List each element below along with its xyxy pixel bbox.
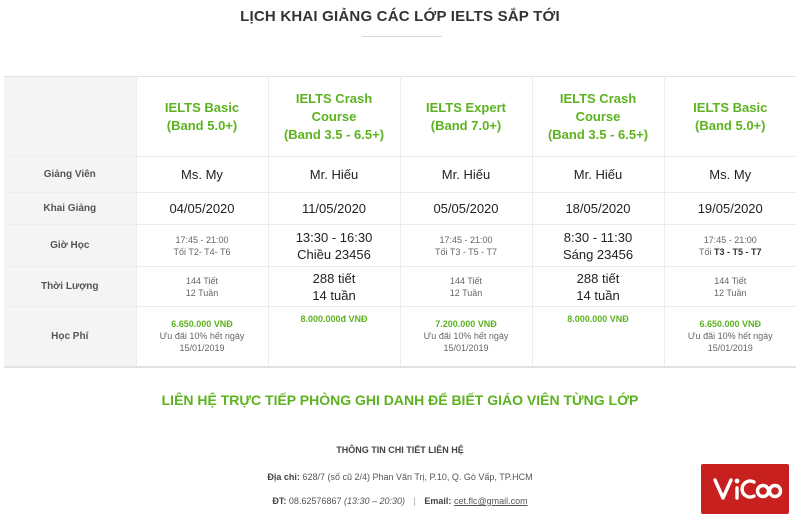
class-days xyxy=(669,246,793,258)
duration-periods: 144 Tiết xyxy=(185,275,219,286)
fee-discount-note: Ưu đãi 10% hết ngày xyxy=(687,331,773,342)
duration-weeks: 12 Tuần xyxy=(185,287,219,298)
class-days: Tối T3 - T5 - T7 xyxy=(434,246,498,257)
lecturer-cell xyxy=(664,157,796,193)
contact-info-title: THÔNG TIN CHI TIẾT LIÊN HỆ xyxy=(336,445,464,455)
start-date: 11/05/2020 xyxy=(301,201,367,216)
row-label-fee: Học Phí xyxy=(4,307,136,367)
duration-cell xyxy=(268,267,400,307)
course-header-cell xyxy=(136,77,268,157)
duration-cell xyxy=(400,267,532,307)
duration-periods: 288 tiết xyxy=(576,270,620,286)
class-time-row xyxy=(4,225,796,267)
lecturer-name: Mr. Hiếu xyxy=(309,167,359,182)
address-line xyxy=(0,472,800,482)
lecturer-cell xyxy=(532,157,664,193)
start-date-cell xyxy=(268,193,400,225)
start-date-cell xyxy=(664,193,796,225)
fee-discount-note: Ưu đãi 10% hết ngày xyxy=(423,331,509,342)
class-hours: 17:45 - 21:00 xyxy=(175,234,229,245)
office-hours: (13:30 – 20:30) xyxy=(343,496,406,506)
start-date: 05/05/2020 xyxy=(433,201,499,216)
fee-cell xyxy=(400,307,532,367)
start-date: 19/05/2020 xyxy=(697,201,763,216)
class-hours: 8:30 - 11:30 xyxy=(563,229,633,245)
duration-weeks: 12 Tuần xyxy=(713,287,747,298)
row-label-lecturer: Giảng Viên xyxy=(4,157,136,193)
course-schedule-table xyxy=(4,76,796,368)
email-link[interactable]: cet.flc@gmail.com xyxy=(453,496,528,506)
fee-discount-note: Ưu đãi 10% hết ngày xyxy=(159,331,245,342)
fee-cell xyxy=(136,307,268,367)
title-divider xyxy=(362,36,442,37)
start-date: 18/05/2020 xyxy=(565,201,631,216)
class-days: Chiều 23456 xyxy=(297,246,371,262)
lecturer-name: Ms. My xyxy=(709,167,752,182)
class-hours: 17:45 - 21:00 xyxy=(703,234,757,245)
start-date-cell xyxy=(136,193,268,225)
course-band: (Band 5.0+) xyxy=(695,117,766,133)
duration-weeks: 14 tuần xyxy=(312,287,356,303)
vicoo-logo-mark xyxy=(701,464,789,514)
lecturer-cell xyxy=(136,157,268,193)
course-band: (Band 3.5 - 6.5+) xyxy=(547,126,649,142)
class-hours: 17:45 - 21:00 xyxy=(439,234,493,245)
course-header-cell xyxy=(268,77,400,157)
lecturer-name: Ms. My xyxy=(181,167,223,182)
fee-price: 6.650.000 VNĐ xyxy=(171,319,233,330)
fee-cell xyxy=(664,307,796,367)
start-date-cell xyxy=(532,193,664,225)
lecturer-cell xyxy=(268,157,400,193)
course-name: IELTS Basic xyxy=(693,99,768,115)
fee-price: 7.200.000 VNĐ xyxy=(435,319,497,330)
course-header-row xyxy=(4,77,796,157)
address-value: 628/7 (số cũ 2/4) Phan Văn Trị, P.10, Q. Gò Vấp, TP.HCM xyxy=(302,472,533,482)
course-band: (Band 3.5 - 6.5+) xyxy=(283,126,385,142)
duration-weeks: 12 Tuần xyxy=(449,287,483,298)
course-name: IELTS Expert xyxy=(426,99,506,115)
row-label-duration: Thời Lượng xyxy=(4,267,136,307)
duration-cell xyxy=(664,267,796,307)
row-label-start: Khai Giảng xyxy=(4,193,136,225)
duration-cell xyxy=(532,267,664,307)
class-time-cell xyxy=(532,225,664,267)
address-label: Địa chỉ: xyxy=(267,472,300,482)
course-band: (Band 5.0+) xyxy=(166,117,238,133)
class-hours: 13:30 - 16:30 xyxy=(295,229,373,245)
class-time-cell xyxy=(400,225,532,267)
class-time-cell xyxy=(268,225,400,267)
class-time-cell xyxy=(664,225,796,267)
course-name: IELTS Crash Course xyxy=(295,90,373,124)
class-days-prefix: Tối xyxy=(698,246,712,257)
class-days: Tối T2- T4- T6 xyxy=(173,246,231,257)
lecturer-name: Mr. Hiếu xyxy=(573,167,623,182)
start-date-row xyxy=(4,193,796,225)
course-name: IELTS Basic xyxy=(164,99,240,115)
lecturer-name: Mr. Hiếu xyxy=(441,167,491,182)
class-days: Sáng 23456 xyxy=(562,246,634,262)
contact-heading: LIÊN HỆ TRỰC TIẾP PHÒNG GHI DANH ĐỂ BIẾT GIÁO VIÊN TỪNG LỚP xyxy=(161,392,639,408)
duration-cell xyxy=(136,267,268,307)
separator: | xyxy=(413,496,416,506)
fee-discount-date: 15/01/2019 xyxy=(179,343,225,354)
lecturer-cell xyxy=(400,157,532,193)
course-name: IELTS Crash Course xyxy=(559,90,637,124)
duration-weeks: 14 tuần xyxy=(576,287,620,303)
course-header-cell xyxy=(532,77,664,157)
vicoo-logo xyxy=(701,464,789,514)
course-band: (Band 7.0+) xyxy=(430,117,502,133)
fee-price: 6.650.000 VNĐ xyxy=(699,319,762,330)
duration-periods: 144 Tiết xyxy=(714,275,747,286)
lecturer-row xyxy=(4,157,796,193)
phone-label: ĐT: xyxy=(272,496,287,506)
course-header-cell xyxy=(400,77,532,157)
duration-row xyxy=(4,267,796,307)
phone-email-line xyxy=(0,496,800,506)
row-label-time: Giờ Học xyxy=(4,225,136,267)
page-title: LỊCH KHAI GIẢNG CÁC LỚP IELTS SẮP TỚI xyxy=(240,8,560,25)
header-corner-cell xyxy=(4,77,136,157)
class-time-cell xyxy=(136,225,268,267)
fee-cell xyxy=(532,307,664,367)
duration-periods: 288 tiết xyxy=(312,270,356,286)
fee-price: 8.000.000 VNĐ xyxy=(567,314,629,324)
phone-value: 08.62576867 xyxy=(288,496,342,506)
duration-periods: 144 Tiết xyxy=(449,275,483,286)
fee-price: 8.000.000đ VNĐ xyxy=(300,314,368,324)
start-date: 04/05/2020 xyxy=(169,201,235,216)
email-label: Email: xyxy=(424,496,452,506)
fee-discount-date: 15/01/2019 xyxy=(443,343,489,354)
fee-discount-date: 15/01/2019 xyxy=(707,343,753,354)
start-date-cell xyxy=(400,193,532,225)
fee-row xyxy=(4,307,796,367)
fee-cell xyxy=(268,307,400,367)
class-days-list: T3 - T5 - T7 xyxy=(714,246,762,257)
course-header-cell xyxy=(664,77,796,157)
